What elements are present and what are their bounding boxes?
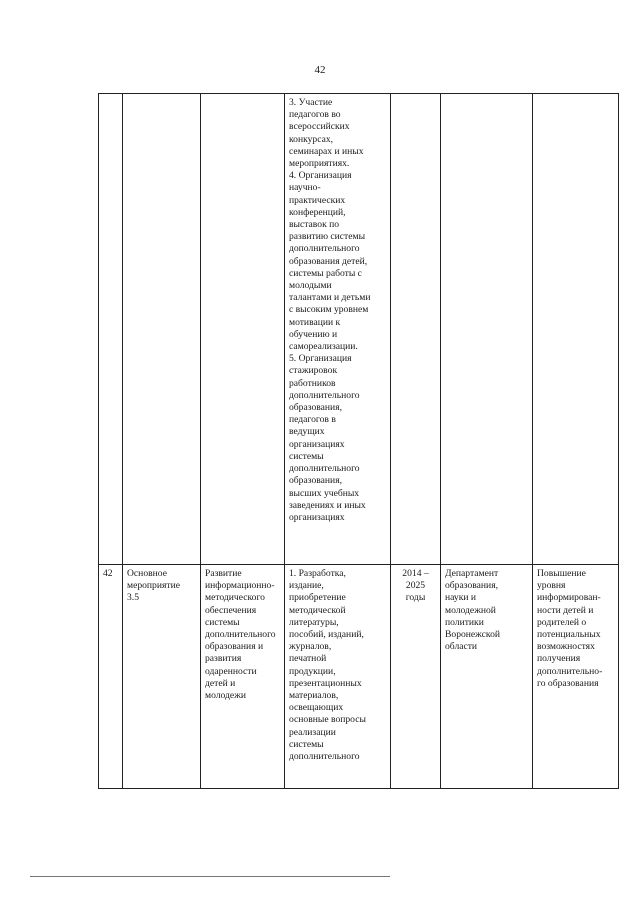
status-cell xyxy=(123,94,201,565)
activities-cell: 3. Участие педагогов во всероссийских конкурсах, семинарах и иных мероприятиях. 4. Организация научно- практических конференций, выставок по развитию системы дополнительного образования детей, системы работы с молодыми талантами и детьми с высоким уровнем мотивации к обучению и самореализации. 5. Организация стажировок работников дополнительного образования, педагогов в ведущих организациях системы дополнительного образования, высших учебных заведениях и иных организациях xyxy=(285,94,391,565)
activities-cell: 1. Разработка, издание, приобретение методической литературы, пособий, изданий, журналов, печатной продукции, презентационных материалов, освещающих основные вопросы реализации системы дополнительного xyxy=(285,565,391,789)
page-number: 42 xyxy=(314,64,326,76)
row-number-cell: 42 xyxy=(99,565,123,789)
name-cell xyxy=(201,94,285,565)
name-cell: Развитие информационно- методического обеспечения системы дополнительного образования и развития одаренности детей и молодежи xyxy=(201,565,285,789)
table-row xyxy=(99,565,619,789)
result-cell: Повышение уровня информирован- ности детей и родителей о потенциальных возможностях получения дополнительно- го образования xyxy=(533,565,619,789)
period-cell xyxy=(391,94,441,565)
period-cell: 2014 – 2025 годы xyxy=(391,565,441,789)
executor-cell: Департамент образования, науки и молодежной политики Воронежской области xyxy=(441,565,533,789)
row-number-cell xyxy=(99,94,123,565)
status-cell: Основное мероприятие 3.5 xyxy=(123,565,201,789)
program-table xyxy=(98,93,619,789)
scan-edge-line xyxy=(30,876,390,877)
executor-cell xyxy=(441,94,533,565)
result-cell xyxy=(533,94,619,565)
table-row xyxy=(99,94,619,565)
